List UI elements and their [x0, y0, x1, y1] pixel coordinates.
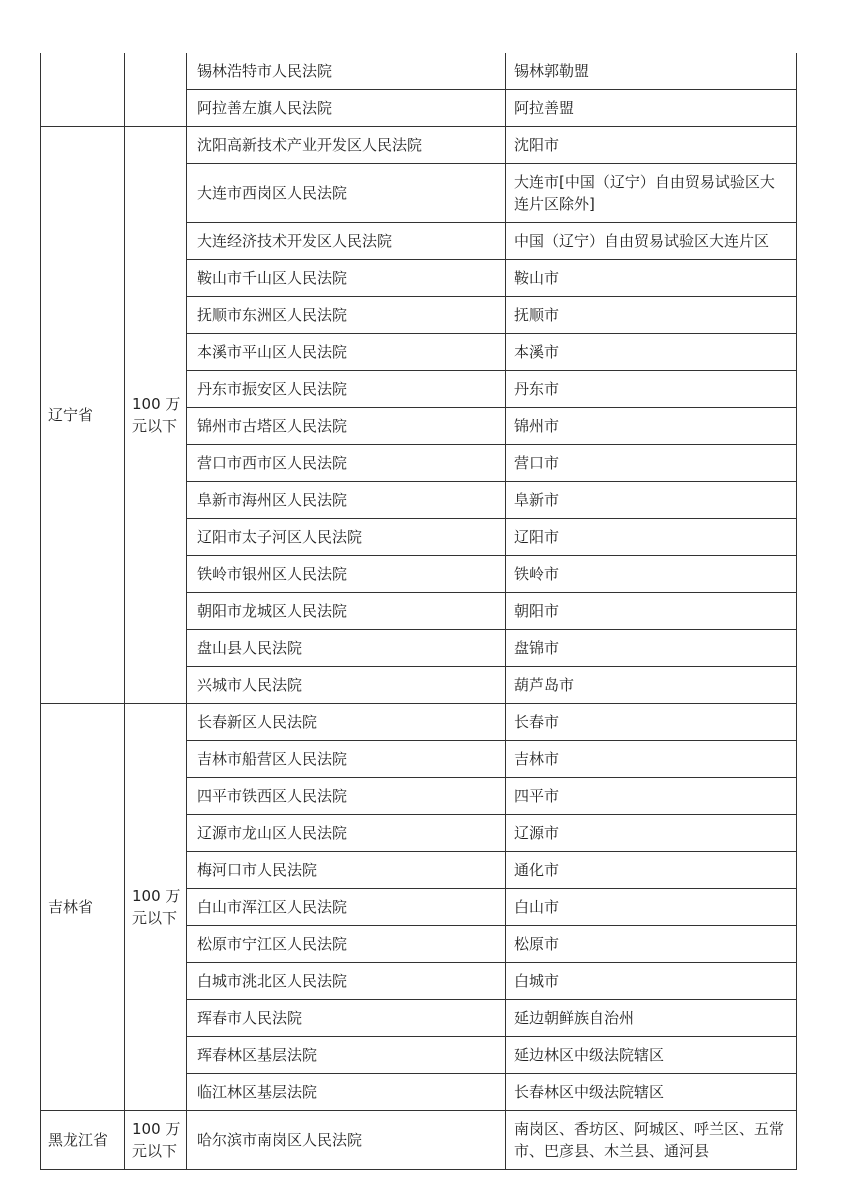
area-cell: 中国（辽宁）自由贸易试验区大连片区: [506, 223, 797, 260]
area-cell: 阜新市: [506, 482, 797, 519]
court-cell: 辽源市龙山区人民法院: [187, 815, 506, 852]
area-cell: 延边朝鲜族自治州: [506, 1000, 797, 1037]
court-cell: 梅河口市人民法院: [187, 852, 506, 889]
area-cell: 铁岭市: [506, 556, 797, 593]
amount-cell-empty: [125, 53, 187, 127]
area-cell: 营口市: [506, 445, 797, 482]
area-cell: 盘锦市: [506, 630, 797, 667]
court-cell: 四平市铁西区人民法院: [187, 778, 506, 815]
amount-cell: 100 万元以下: [125, 1111, 187, 1170]
table-row: [41, 1111, 797, 1170]
area-cell: 沈阳市: [506, 127, 797, 164]
court-cell: 珲春林区基层法院: [187, 1037, 506, 1074]
area-cell: 白山市: [506, 889, 797, 926]
area-cell: 阿拉善盟: [506, 90, 797, 127]
court-cell: 辽阳市太子河区人民法院: [187, 519, 506, 556]
area-cell: 本溪市: [506, 334, 797, 371]
court-cell: 阜新市海州区人民法院: [187, 482, 506, 519]
court-cell: 鞍山市千山区人民法院: [187, 260, 506, 297]
court-jurisdiction-table: [40, 53, 797, 1170]
court-cell: 营口市西市区人民法院: [187, 445, 506, 482]
court-cell: 兴城市人民法院: [187, 667, 506, 704]
area-cell: 长春林区中级法院辖区: [506, 1074, 797, 1111]
court-cell: 大连经济技术开发区人民法院: [187, 223, 506, 260]
area-cell: 辽源市: [506, 815, 797, 852]
area-cell: 丹东市: [506, 371, 797, 408]
area-cell: 南岗区、香坊区、阿城区、呼兰区、五常市、巴彦县、木兰县、通河县: [506, 1111, 797, 1170]
court-cell: 锦州市古塔区人民法院: [187, 408, 506, 445]
area-cell: 延边林区中级法院辖区: [506, 1037, 797, 1074]
court-cell: 大连市西岗区人民法院: [187, 164, 506, 223]
area-cell: 白城市: [506, 963, 797, 1000]
area-cell: 松原市: [506, 926, 797, 963]
area-cell: 吉林市: [506, 741, 797, 778]
table-row: [41, 127, 797, 164]
court-cell: 白城市洮北区人民法院: [187, 963, 506, 1000]
court-cell: 白山市浑江区人民法院: [187, 889, 506, 926]
amount-cell: 100 万元以下: [125, 127, 187, 704]
court-cell: 沈阳高新技术产业开发区人民法院: [187, 127, 506, 164]
court-cell: 丹东市振安区人民法院: [187, 371, 506, 408]
area-cell: 葫芦岛市: [506, 667, 797, 704]
court-cell: 抚顺市东洲区人民法院: [187, 297, 506, 334]
area-cell: 通化市: [506, 852, 797, 889]
court-cell: 朝阳市龙城区人民法院: [187, 593, 506, 630]
province-cell: 辽宁省: [41, 127, 125, 704]
province-cell: 吉林省: [41, 704, 125, 1111]
court-cell: 阿拉善左旗人民法院: [187, 90, 506, 127]
amount-cell: 100 万元以下: [125, 704, 187, 1111]
court-cell: 本溪市平山区人民法院: [187, 334, 506, 371]
province-cell: 黑龙江省: [41, 1111, 125, 1170]
table-row: [41, 704, 797, 741]
area-cell: 抚顺市: [506, 297, 797, 334]
area-cell: 朝阳市: [506, 593, 797, 630]
area-cell: 长春市: [506, 704, 797, 741]
court-cell: 松原市宁江区人民法院: [187, 926, 506, 963]
area-cell: 大连市[中国（辽宁）自由贸易试验区大连片区除外]: [506, 164, 797, 223]
area-cell: 锡林郭勒盟: [506, 53, 797, 90]
table-row: [41, 53, 797, 90]
court-cell: 长春新区人民法院: [187, 704, 506, 741]
court-cell: 哈尔滨市南岗区人民法院: [187, 1111, 506, 1170]
court-cell: 珲春市人民法院: [187, 1000, 506, 1037]
court-cell: 盘山县人民法院: [187, 630, 506, 667]
area-cell: 辽阳市: [506, 519, 797, 556]
province-cell-empty: [41, 53, 125, 127]
area-cell: 四平市: [506, 778, 797, 815]
court-cell: 铁岭市银州区人民法院: [187, 556, 506, 593]
area-cell: 锦州市: [506, 408, 797, 445]
court-cell: 吉林市船营区人民法院: [187, 741, 506, 778]
court-cell: 临江林区基层法院: [187, 1074, 506, 1111]
court-cell: 锡林浩特市人民法院: [187, 53, 506, 90]
area-cell: 鞍山市: [506, 260, 797, 297]
